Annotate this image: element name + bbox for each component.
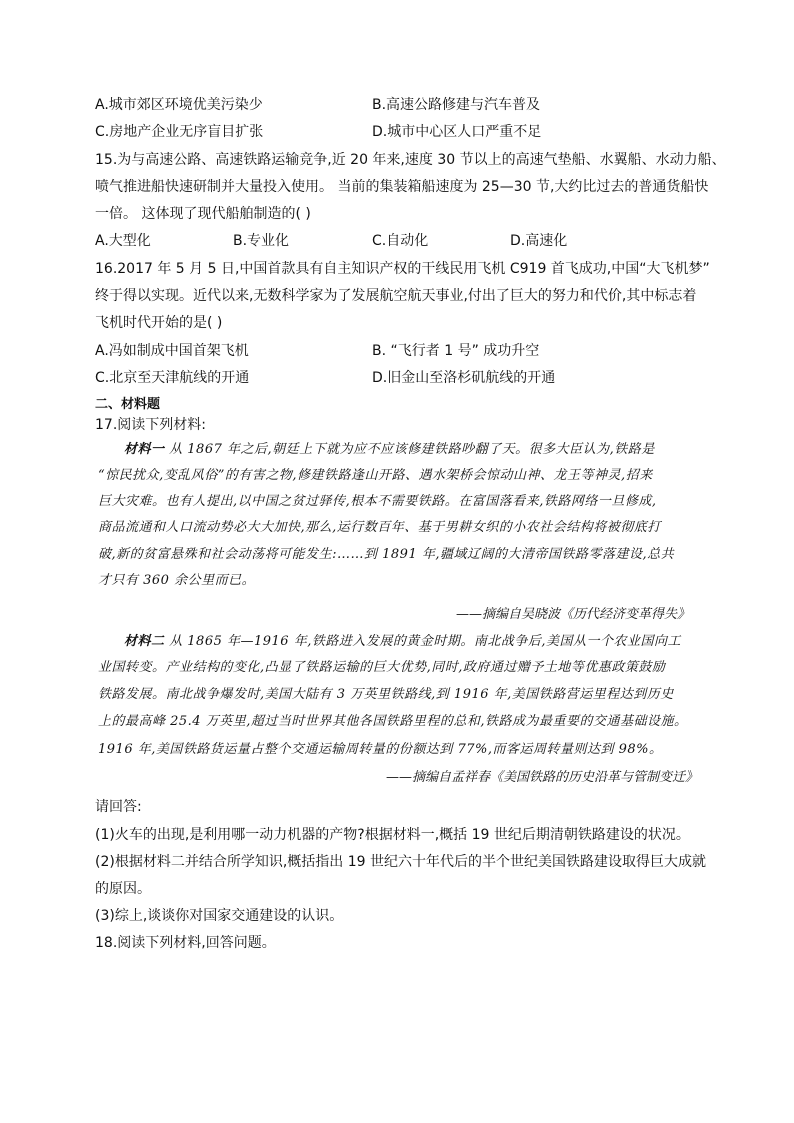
q15-option-c[interactable]: C.自动化 xyxy=(372,233,429,249)
material-2-text-1: 从 1865 年—1916 年,铁路进入发展的黄金时期。南北战争后,美国从一个农业国向工 xyxy=(164,634,681,649)
q16-option-a[interactable]: A.冯如制成中国首架飞机 xyxy=(95,343,249,359)
q16-option-d[interactable]: D.旧金山至洛杉矶航线的开通 xyxy=(372,370,556,386)
material-1-source: ——摘编自吴晓波《历代经济变革得失》 xyxy=(455,607,690,622)
q18-intro: 18.阅读下列材料,回答问题。 xyxy=(95,935,276,951)
material-1-line-6: 才只有 360 余公里而已。 xyxy=(98,573,256,588)
material-2-line-1 xyxy=(124,632,681,652)
q15-option-d[interactable]: D.高速化 xyxy=(510,233,568,249)
q15-option-b[interactable]: B.专业化 xyxy=(233,233,290,249)
material-2-line-5: 1916 年,美国铁路货运量占整个交通运输周转量的份额达到 77%,而客运周转量则达到 98%。 xyxy=(98,742,663,757)
q16-stem-line-3: 飞机时代开始的是( ) xyxy=(95,315,223,331)
q14-option-b[interactable]: B.高速公路修建与汽车普及 xyxy=(372,97,541,113)
q16-option-b[interactable]: B. “飞行者 1 号” 成功升空 xyxy=(372,343,540,359)
q17-question-1: (1)火车的出现,是利用哪一动力机器的产物?根据材料一,概括 19 世纪后期清朝铁路建设的状况。 xyxy=(95,827,690,843)
q15-option-a[interactable]: A.大型化 xyxy=(95,233,151,249)
q16-stem-line-1: 16.2017 年 5 月 5 日,中国首款具有自主知识产权的干线民用飞机 C919 首飞成功,中国“大飞机梦” xyxy=(95,261,710,277)
material-1-text-1: 从 1867 年之后,朝廷上下就为应不应该修建铁路吵翻了天。很多大臣认为,铁路是 xyxy=(164,442,655,457)
q15-options-row xyxy=(95,231,715,251)
q15-stem-line-1: 15.为与高速公路、高速铁路运输竞争,近 20 年来,速度 30 节以上的高速气垫船、水翼船、水动力船、 xyxy=(95,152,726,168)
q17-ask: 请回答: xyxy=(95,799,142,815)
q17-intro: 17.阅读下列材料: xyxy=(95,417,206,433)
material-1-line-3: 巨大灾难。也有人提出,以中国之贫过驿传,根本不需要铁路。在富国落看来,铁路网络一旦修成, xyxy=(98,494,657,509)
q15-stem-line-2: 喷气推进船快速研制并大量投入使用。 当前的集装箱船速度为 25—30 节,大约比过去的普通货船快 xyxy=(95,179,709,195)
material-1-line-5: 破,新的贫富悬殊和社会动荡将可能发生:……到 1891 年,疆域辽阔的大清帝国铁路零落建设,总共 xyxy=(98,547,675,562)
material-2-label: 材料二 xyxy=(124,634,165,649)
material-1-line-1 xyxy=(124,440,655,460)
q16-stem-line-2: 终于得以实现。近代以来,无数科学家为了发展航空航天事业,付出了巨大的努力和代价,其中标志着 xyxy=(95,288,697,304)
q17-question-2: (2)根据材料二并结合所学知识,概括指出 19 世纪六十年代后的半个世纪美国铁路建设取得巨大成就 xyxy=(95,854,706,870)
material-2-line-4: 上的最高峰 25.4 万英里,超过当时世界其他各国铁路里程的总和,铁路成为最重要的交通基础设施。 xyxy=(98,714,688,729)
q17-question-2-cont: 的原因。 xyxy=(95,881,151,897)
q17-question-3: (3)综上,谈谈你对国家交通建设的认识。 xyxy=(95,908,344,924)
material-1-label: 材料一 xyxy=(124,442,165,457)
q14-options-row-2 xyxy=(95,122,715,142)
section-title: 二、材料题 xyxy=(95,397,161,412)
q16-options-row-2 xyxy=(95,368,715,388)
material-2-line-3: 铁路发展。南北战争爆发时,美国大陆有 3 万英里铁路线,到 1916 年,美国铁路营运里程达到历史 xyxy=(98,687,674,702)
material-2-source: ——摘编自孟祥春《美国铁路的历史沿革与管制变迁》 xyxy=(385,770,698,785)
material-2-line-2: 业国转变。产业结构的变化,凸显了铁路运输的巨大优势,同时,政府通过赠予土地等优惠政策鼓励 xyxy=(98,660,666,675)
q14-option-c[interactable]: C.房地产企业无序盲目扩张 xyxy=(95,124,264,140)
material-1-line-2: “惊民扰众,变乱风俗”的有害之物,修建铁路逢山开路、遇水架桥会惊动山神、龙王等神灵,招来 xyxy=(98,468,653,483)
q14-option-a[interactable]: A.城市郊区环境优美污染少 xyxy=(95,97,263,113)
q14-options-row-1 xyxy=(95,95,715,115)
q16-options-row-1 xyxy=(95,341,715,361)
material-1-line-4: 商品流通和人口流动势必大大加快,那么,运行数百年、基于男耕女织的小农社会结构将被彻底打 xyxy=(98,520,661,535)
q14-option-d[interactable]: D.城市中心区人口严重不足 xyxy=(372,124,542,140)
q15-stem-line-3: 一倍。 这体现了现代船舶制造的( ) xyxy=(95,206,311,222)
q16-option-c[interactable]: C.北京至天津航线的开通 xyxy=(95,370,250,386)
